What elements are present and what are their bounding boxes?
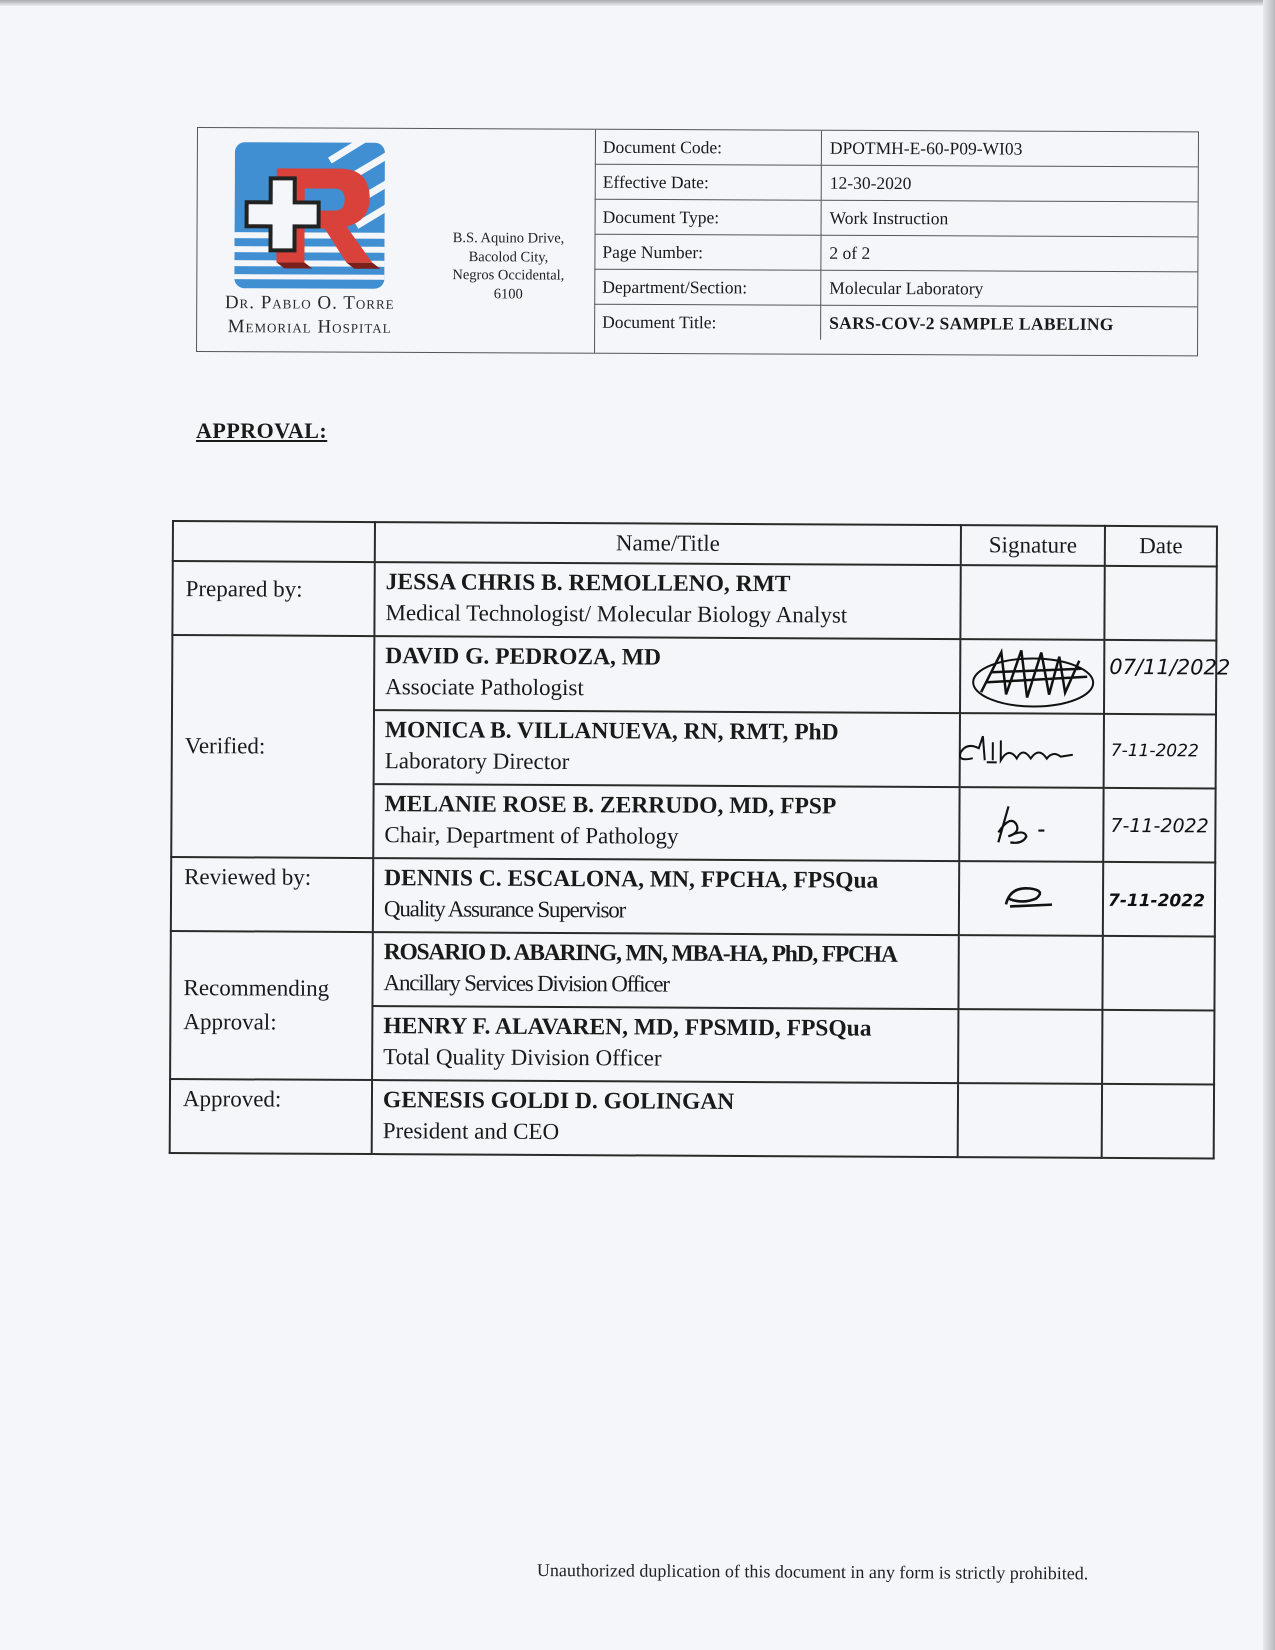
role-approved: Approved: — [170, 1079, 372, 1154]
date-cell — [1102, 1010, 1214, 1085]
person-cell — [372, 1006, 958, 1083]
date-cell — [1104, 714, 1216, 789]
person-name: ROSARIO D. ABARING, MN, MBA-HA, PhD, FPCHA — [383, 939, 897, 968]
column-header-role — [173, 521, 375, 562]
person-cell — [374, 710, 960, 787]
person-name: DAVID G. PEDROZA, MD — [385, 643, 662, 671]
table-row — [172, 635, 1216, 714]
table-row — [170, 931, 1214, 1010]
scan-edge-right — [1263, 0, 1275, 1650]
person-title: Laboratory Director — [384, 748, 570, 775]
signature-cell — [960, 565, 1104, 640]
hospital-logo-icon — [234, 140, 393, 291]
info-value: 2 of 2 — [821, 235, 1198, 272]
hospital-address: B.S. Aquino Drive, Bacolod City, Negros Occidental, 6100 — [452, 230, 565, 302]
role-recommending-approval: Recommending Approval: — [170, 931, 373, 1080]
info-label: Document Code: — [595, 130, 822, 165]
signature-cell — [959, 787, 1103, 862]
info-row-document-title — [594, 304, 1197, 341]
role-prepared-by: Prepared by: — [172, 561, 374, 636]
date-cell — [1104, 640, 1231, 715]
person-cell — [374, 636, 960, 713]
info-label: Document Type: — [595, 199, 822, 235]
person-title: Quality Assurance Supervisor — [383, 896, 626, 923]
column-header-date: Date — [1105, 526, 1217, 567]
person-name: DENNIS C. ESCALONA, MN, FPCHA, FPSQua — [384, 865, 879, 894]
scan-edge-top — [0, 0, 1275, 6]
role-reviewed-by: Reviewed by: — [171, 857, 373, 932]
table-row — [172, 561, 1216, 640]
signature-cell — [960, 713, 1104, 788]
signature-scribble-icon — [953, 732, 1103, 773]
person-cell — [374, 562, 960, 639]
person-title: Total Quality Division Officer — [383, 1044, 662, 1071]
info-label: Effective Date: — [595, 164, 822, 200]
table-row — [170, 1079, 1214, 1158]
info-value: DPOTMH-E-60-P09-WI03 — [821, 131, 1198, 167]
info-label: Page Number: — [594, 234, 821, 270]
info-value: Work Instruction — [821, 200, 1198, 237]
hospital-name: Dr. Pablo O. Torre Memorial Hospital — [224, 292, 395, 338]
person-name: MELANIE ROSE B. ZERRUDO, MD, FPSP — [384, 791, 837, 820]
date-cell — [1102, 1084, 1214, 1159]
person-name: GENESIS GOLDI D. GOLINGAN — [382, 1087, 735, 1115]
signature-scribble-icon — [1000, 880, 1060, 914]
column-header-signature: Signature — [961, 525, 1105, 566]
signed-date: 7-11-2022 — [1110, 814, 1209, 838]
document-header — [196, 127, 1199, 356]
date-cell — [1103, 788, 1215, 863]
role-verified: Verified: — [171, 635, 374, 858]
person-title: Chair, Department of Pathology — [384, 822, 679, 849]
footer-notice: Unauthorized duplication of this document in any form is strictly prohibited. — [536, 1560, 1089, 1584]
info-row-department — [594, 269, 1197, 307]
date-cell — [1103, 862, 1215, 937]
person-cell — [373, 784, 959, 861]
person-title: Associate Pathologist — [385, 674, 584, 701]
signature-scribble-icon — [961, 642, 1103, 713]
info-value: 12-30-2020 — [821, 165, 1198, 202]
info-row-page-number — [594, 234, 1197, 272]
signed-date: 07/11/2022 — [1109, 654, 1231, 680]
info-value: Molecular Laboratory — [821, 270, 1198, 307]
signature-cell — [958, 1083, 1102, 1158]
person-title: Medical Technologist/ Molecular Biology Analyst — [385, 600, 848, 628]
person-title: Ancillary Services Division Officer — [383, 970, 669, 997]
logo-area — [197, 128, 596, 353]
person-cell — [372, 932, 958, 1009]
table-row — [171, 857, 1215, 936]
signed-date: 7-11-2022 — [1107, 890, 1205, 912]
signature-cell — [958, 935, 1102, 1010]
signature-cell — [959, 861, 1103, 936]
approval-heading: APPROVAL: — [196, 418, 328, 443]
date-cell — [1102, 936, 1214, 1011]
signature-scribble-icon — [990, 802, 1060, 848]
person-title: President and CEO — [382, 1118, 560, 1145]
column-header-name-title: Name/Title — [375, 522, 961, 565]
document-info-table — [594, 130, 1198, 342]
info-label: Document Title: — [594, 304, 821, 339]
person-name: MONICA B. VILLANUEVA, RN, RMT, PhD — [384, 717, 839, 746]
person-cell — [373, 858, 959, 935]
person-cell — [372, 1080, 958, 1157]
info-row-document-code — [595, 130, 1198, 167]
person-name: HENRY F. ALAVAREN, MD, FPSMID, FPSQua — [383, 1013, 872, 1042]
signature-cell — [958, 1009, 1102, 1084]
date-cell — [1104, 566, 1216, 641]
approval-header-row — [173, 521, 1217, 566]
signature-cell — [960, 639, 1104, 714]
signed-date: 7-11-2022 — [1110, 740, 1199, 762]
approval-table — [169, 520, 1231, 1159]
info-row-document-type — [595, 199, 1198, 237]
info-label: Department/Section: — [594, 269, 821, 305]
info-row-effective-date — [595, 164, 1198, 202]
info-value: SARS-COV-2 SAMPLE LABELING — [821, 305, 1198, 341]
person-name: JESSA CHRIS B. REMOLLENO, RMT — [385, 569, 791, 598]
